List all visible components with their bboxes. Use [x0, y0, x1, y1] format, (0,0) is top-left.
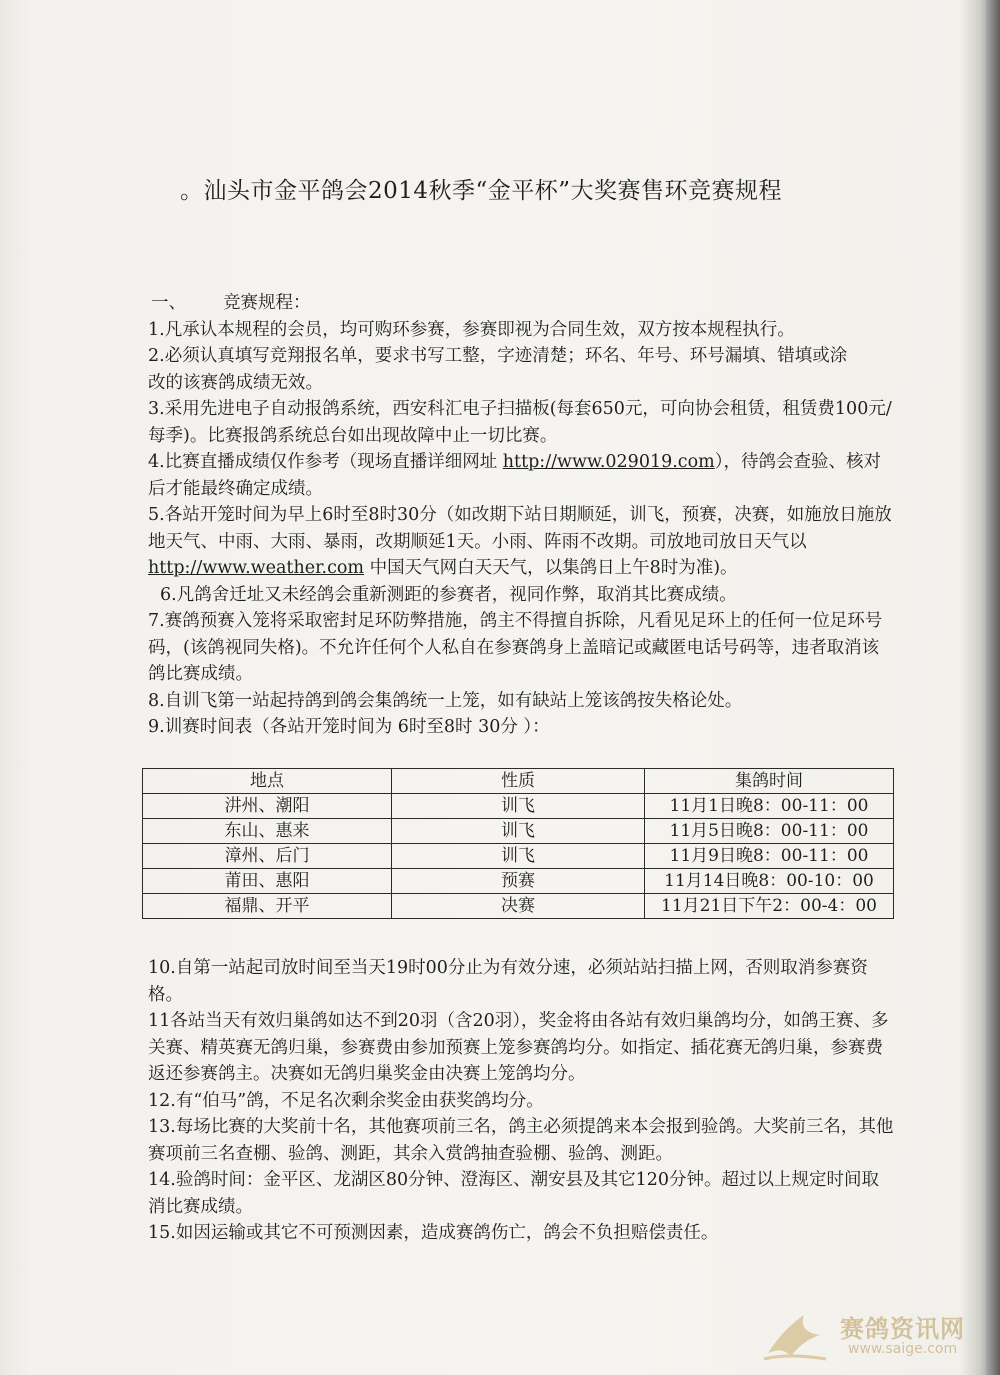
rule-15: 15.如因运输或其它不可预测因素，造成赛鸽伤亡，鸽会不负担赔偿责任。 — [148, 1223, 719, 1243]
rule-6: 6.凡鸽舍迁址又未经鸽会重新测距的参赛者，视同作弊，取消其比赛成绩。 — [160, 584, 737, 605]
header-location: 地点 — [143, 769, 392, 794]
rule-13: 13.每场比赛的大奖前十名，其他赛项前三名，鸽主必须提鸽来本会报到验鸽。大奖前三名，其他赛项前三名查棚、验鸽、测距，其余入赏鸽抽查验棚、验鸽、测距。 — [148, 1117, 894, 1164]
cell-time: 11月1日晚8：00-11：00 — [645, 794, 894, 819]
rule-2-line-2: 改的该赛鸽成绩无效。 — [148, 372, 323, 393]
section-heading — [148, 290, 896, 317]
rule-1: 1.凡承认本规程的会员，均可购环参赛，参赛即视为合同生效，双方按本规程执行。 — [148, 319, 795, 340]
table-header-row — [143, 769, 894, 794]
live-results-link[interactable]: http://www.029019.com — [502, 452, 715, 472]
table-row — [143, 894, 894, 919]
table-row — [143, 794, 894, 819]
cell-time: 11月21日下午2：00-4：00 — [645, 894, 894, 919]
cell-location: 东山、惠来 — [143, 819, 392, 844]
table-row — [143, 844, 894, 869]
rule-5-text: 5.各站开笼时间为早上6时至8时30分（如改期下站日期顺延，训飞，预赛，决赛，如施放日施放地天气、中雨、大雨、暴雨，改期顺延1天。小雨、阵雨不改期。司放地司放日天气以 — [148, 505, 892, 552]
cell-type: 决赛 — [392, 894, 645, 919]
pigeon-logo-icon — [760, 1305, 830, 1365]
rule-4-text: 4.比赛直播成绩仅作参考（现场直播详细网址 — [148, 452, 503, 472]
rule-3: 3.采用先进电子自动报鸽系统，西安科汇电子扫描板(每套650元，可向协会租赁，租赁费100元/每季)。比赛报鸽系统总台如出现故障中止一切比赛。 — [148, 399, 892, 446]
cell-location: 汫州、潮阳 — [143, 794, 392, 819]
rule-9: 9.训赛时间表（各站开笼时间为 6时至8时 30分 ）： — [148, 717, 550, 737]
rule-11: 11各站当天有效归巢鸽如达不到20羽（含20羽），奖金将由各站有效归巢鸽均分，如鸽王赛、多关赛、精英赛无鸽归巢，参赛费由参加预赛上笼参赛鸽均分。如指定、插花赛无鸽归巢，参赛费返还参赛鸽主。决赛如无鸽归巢奖金由决赛上笼鸽均分。 — [148, 1011, 889, 1084]
cell-type: 训飞 — [392, 794, 645, 819]
section-title: 竞赛规程： — [223, 293, 311, 313]
weather-link[interactable]: http://www.weather.com — [148, 558, 365, 578]
cell-time: 11月5日晚8：00-11：00 — [645, 819, 894, 844]
rule-4 — [148, 449, 896, 502]
training-schedule-table — [142, 768, 894, 919]
cell-time: 11月14日晚8：00-10：00 — [645, 869, 894, 894]
table-row — [143, 819, 894, 844]
rule-5 — [148, 502, 896, 582]
watermark-url: www.saige.com — [848, 1341, 958, 1357]
watermark-site-name: 赛鸽资讯网 — [840, 1315, 965, 1343]
site-watermark — [760, 1305, 970, 1365]
rule-12: 12.有“伯马”鸽，不足名次剩余奖金由获奖鸽均分。 — [148, 1090, 544, 1111]
rule-4-text-end: ），待鸽会查验、核对后才能最终确定成绩。 — [148, 452, 881, 499]
rule-2-line-1: 2.必须认真填写竞翔报名单，要求书写工整，字迹清楚；环名、年号、环号漏填、错填或涂 — [148, 346, 848, 366]
cell-type: 训飞 — [392, 819, 645, 844]
cell-location: 莆田、惠阳 — [143, 869, 392, 894]
table-row — [143, 869, 894, 894]
rule-5-text-end: 中国天气网白天天气，以集鸽日上午8时为准)。 — [364, 558, 738, 578]
header-type: 性质 — [392, 769, 645, 794]
rule-7: 7.赛鸽预赛入笼将采取密封足环防弊措施，鸽主不得擅自拆除，凡看见足环上的任何一位足环号码，(该鸽视同失格)。不允许任何个人私自在参赛鸽身上盖暗记或藏匿电话号码等，违者取消该鸽比赛成绩。 — [148, 611, 883, 684]
cell-time: 11月9日晚8：00-11：00 — [645, 844, 894, 869]
scan-edge-shadow — [986, 0, 1000, 1375]
header-collection-time: 集鸽时间 — [645, 769, 894, 794]
rule-10: 10.自第一站起司放时间至当天19时00分止为有效分速，必须站站扫描上网，否则取消参赛资格。 — [148, 958, 868, 1005]
rule-8: 8.自训飞第一站起持鸽到鸽会集鸽统一上笼，如有缺站上笼该鸽按失格论处。 — [148, 690, 743, 711]
section-number: 一、 — [151, 293, 186, 313]
cell-location: 漳州、后门 — [143, 844, 392, 869]
cell-location: 福鼎、开平 — [143, 894, 392, 919]
cell-type: 训飞 — [392, 844, 645, 869]
rules-body — [148, 290, 896, 741]
cell-type: 预赛 — [392, 869, 645, 894]
rules-body-continued — [148, 955, 896, 1247]
rule-14: 14.验鸽时间：金平区、龙湖区80分钟、澄海区、潮安县及其它120分钟。超过以上规定时间取消比赛成绩。 — [148, 1170, 879, 1217]
document-title: 。汕头市金平鸽会2014秋季“金平杯”大奖赛售环竞赛规程 — [180, 178, 783, 204]
